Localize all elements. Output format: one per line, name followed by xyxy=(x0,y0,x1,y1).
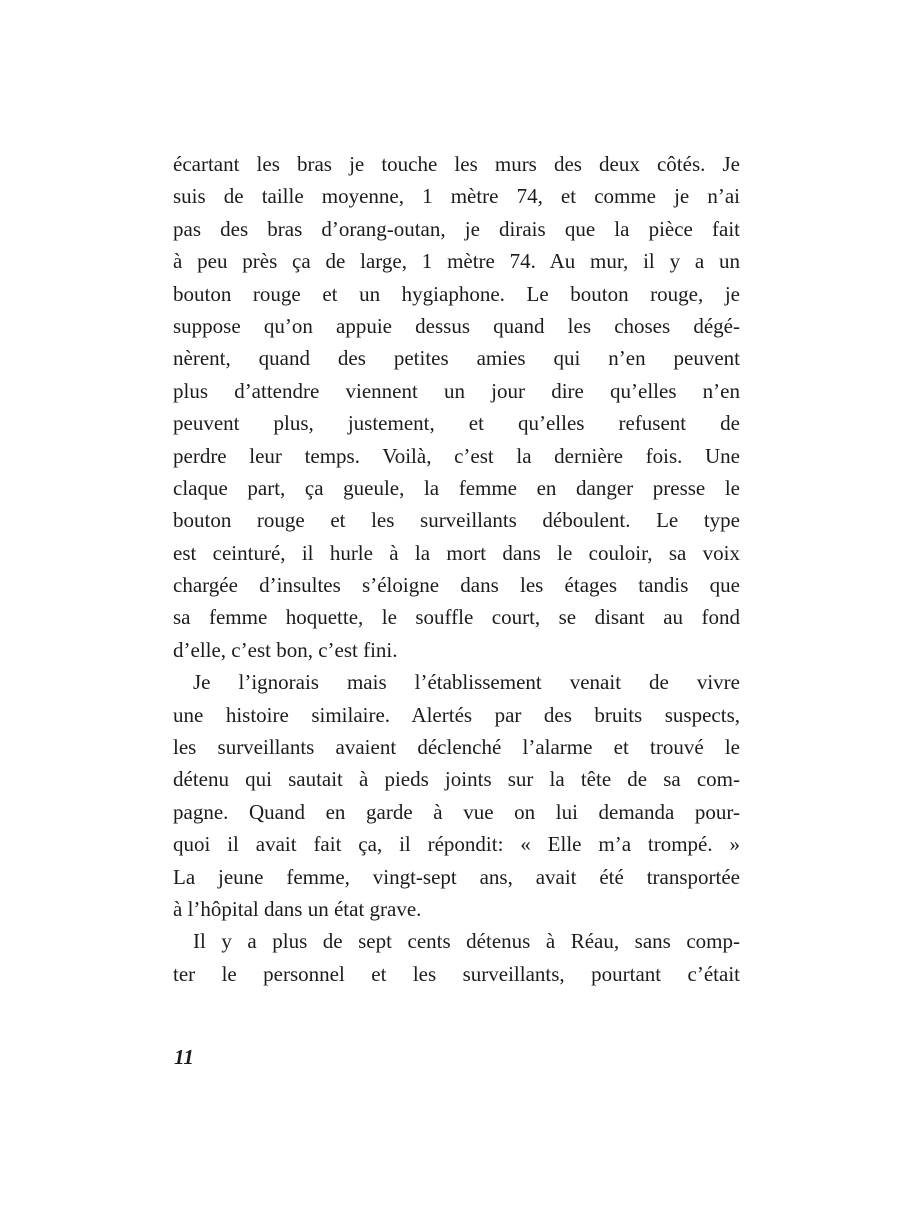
text-line: Il y a plus de sept cents détenus à Réau, sans comp- xyxy=(193,929,740,954)
text-line: peuvent plus, justement, et qu’elles refusent de xyxy=(173,411,740,436)
text-line: suis de taille moyenne, 1 mètre 74, et comme je n’ai xyxy=(173,184,740,209)
text-line: quoi il avait fait ça, il répondit: « Elle m’a trompé. » xyxy=(173,832,740,857)
text-line: suppose qu’on appuie dessus quand les choses dégé- xyxy=(173,313,740,338)
paragraph xyxy=(173,666,740,925)
text-line: à l’hôpital dans un état grave. xyxy=(173,896,422,921)
text-line: est ceinturé, il hurle à la mort dans le couloir, sa voix xyxy=(173,540,740,565)
text-line: nèrent, quand des petites amies qui n’en peuvent xyxy=(173,346,740,371)
text-line: Je l’ignorais mais l’établissement venait de vivre xyxy=(193,670,740,695)
text-line: une histoire similaire. Alertés par des bruits suspects, xyxy=(173,702,740,727)
text-line: plus d’attendre viennent un jour dire qu’elles n’en xyxy=(173,378,740,403)
text-line: chargée d’insultes s’éloigne dans les étages tandis que xyxy=(173,573,740,598)
text-line: perdre leur temps. Voilà, c’est la dernière fois. Une xyxy=(173,443,740,468)
text-line: les surveillants avaient déclenché l’alarme et trouvé le xyxy=(173,735,740,760)
text-line: pagne. Quand en garde à vue on lui demanda pour- xyxy=(173,799,740,824)
text-line: bouton rouge et un hygiaphone. Le bouton rouge, je xyxy=(173,281,740,306)
text-line: détenu qui sautait à pieds joints sur la tête de sa com- xyxy=(173,767,740,792)
text-line: ter le personnel et les surveillants, pourtant c’était xyxy=(173,961,740,986)
paragraph xyxy=(173,925,740,990)
text-line: d’elle, c’est bon, c’est fini. xyxy=(173,637,398,662)
text-line: écartant les bras je touche les murs des deux côtés. Je xyxy=(173,152,740,176)
text-line: sa femme hoquette, le souffle court, se disant au fond xyxy=(173,605,740,630)
text-line: claque part, ça gueule, la femme en danger presse le xyxy=(173,475,740,500)
page-number: 11 xyxy=(174,1045,194,1069)
text-line: à peu près ça de large, 1 mètre 74. Au mur, il y a un xyxy=(173,249,740,274)
text-line: La jeune femme, vingt-sept ans, avait été transportée xyxy=(173,864,740,889)
paragraph xyxy=(173,148,740,666)
text-line: pas des bras d’orang-outan, je dirais que la pièce fait xyxy=(173,216,740,241)
text-line: bouton rouge et les surveillants déboulent. Le type xyxy=(173,508,740,533)
text-block xyxy=(173,148,740,990)
